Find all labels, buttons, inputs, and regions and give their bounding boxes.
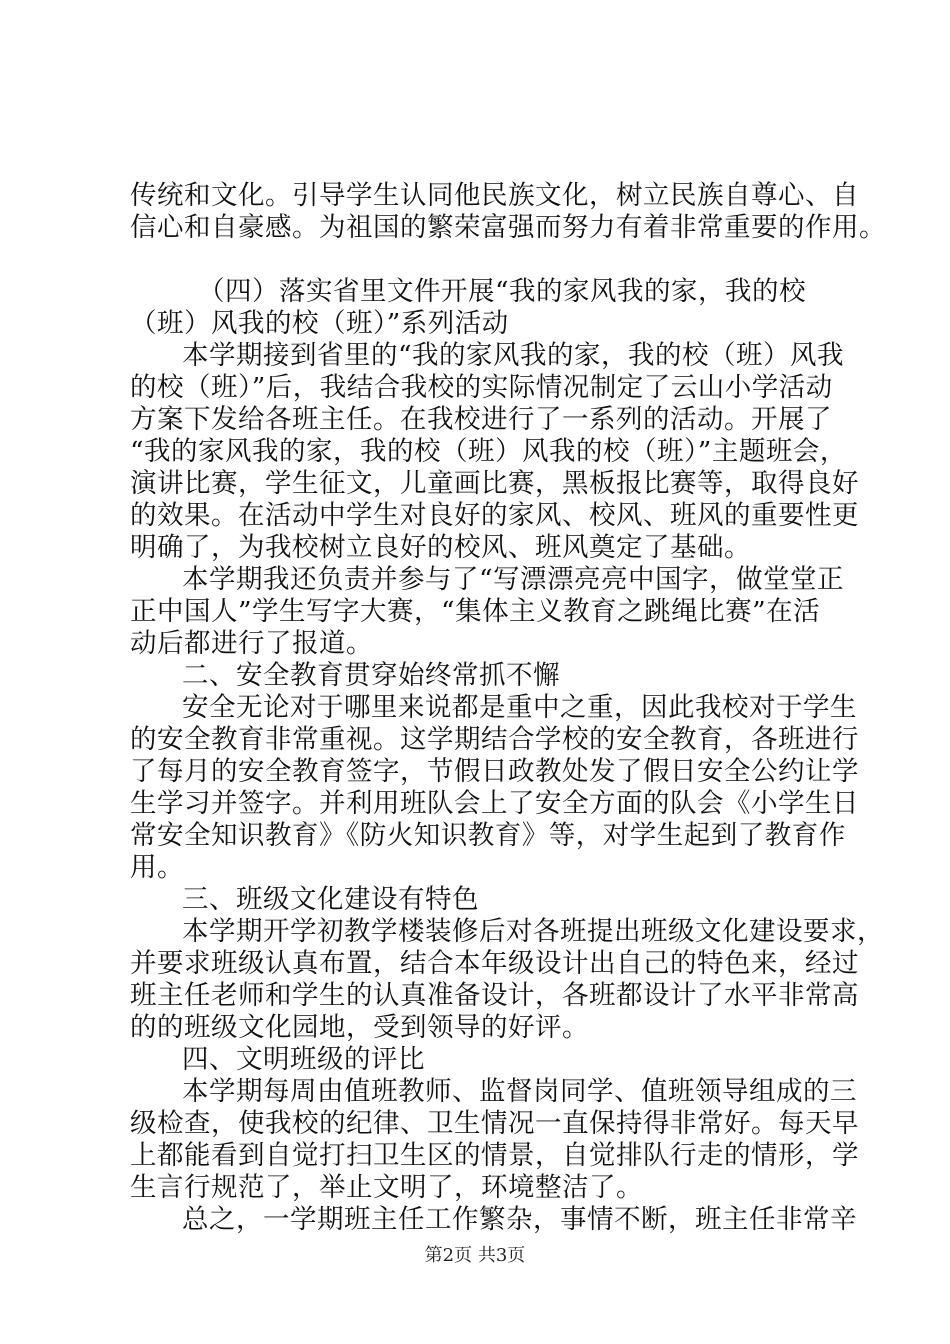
section-heading: （四）落实省里文件开展“我的家风我的家，我的校 <box>198 276 807 307</box>
paragraph-start: 本学期我还负责并参与了“写漂漂亮亮中国字，做堂堂正 <box>182 564 845 595</box>
section-heading: 四、文明班级的评比 <box>182 1044 425 1075</box>
text-line: 级检查，使我校的纪律、卫生情况一直保持得非常好。每天早 <box>130 1108 859 1139</box>
text-line: 生学习并签字。并利用班队会上了安全方面的队会《小学生日 <box>130 788 859 819</box>
text-line: 的校（班）”后，我结合我校的实际情况制定了云山小学活动 <box>130 372 833 403</box>
text-line: 班主任老师和学生的认真准备设计，各班都设计了水平非常高 <box>130 980 859 1011</box>
paragraph-start: 安全无论对于哪里来说都是重中之重，因此我校对于学生 <box>182 692 857 723</box>
text-line: 并要求班级认真布置，结合本年级设计出自己的特色来，经过 <box>130 948 859 979</box>
paragraph-start: 本学期开学初教学楼装修后对各班提出班级文化建设要求， <box>182 916 884 947</box>
text-line: 动后都进行了报道。 <box>130 628 373 659</box>
text-line: 生言行规范了，举止文明了，环境整洁了。 <box>130 1172 643 1203</box>
section-heading-continued: （班）风我的校（班）”系列活动 <box>130 308 509 339</box>
section-heading: 二、安全教育贯穿始终常抓不懈 <box>182 660 560 691</box>
text-line: 上都能看到自觉打扫卫生区的情景，自觉排队行走的情形，学 <box>130 1140 859 1171</box>
text-line: 演讲比赛，学生征文，儿童画比赛，黑板报比赛等，取得良好 <box>130 468 859 499</box>
text-line: 常安全知识教育》《防火知识教育》等，对学生起到了教育作 <box>130 820 846 851</box>
text-line: “我的家风我的家，我的校（班）风我的校（班）”主题班会， <box>130 436 847 467</box>
text-line: 的安全教育非常重视。这学期结合学校的安全教育，各班进行 <box>130 724 859 755</box>
paragraph-start: 本学期每周由值班教师、监督岗同学、值班领导组成的三 <box>182 1076 857 1107</box>
paragraph-start: 本学期接到省里的“我的家风我的家，我的校（班）风我 <box>182 340 845 371</box>
text-line: 的的班级文化园地，受到领导的好评。 <box>130 1012 589 1043</box>
text-line: 的效果。在活动中学生对良好的家风、校风、班风的重要性更 <box>130 500 859 531</box>
text-line: 信心和自豪感。为祖国的繁荣富强而努力有着非常重要的作用。 <box>130 212 886 243</box>
paragraph-start: 总之，一学期班主任工作繁杂，事情不断，班主任非常辛 <box>182 1204 857 1235</box>
text-line: 正中国人”学生写字大赛，“集体主义教育之跳绳比赛”在活 <box>130 596 821 627</box>
text-line: 方案下发给各班主任。在我校进行了一系列的活动。开展了 <box>130 404 832 435</box>
text-line: 传统和文化。引导学生认同他民族文化，树立民族自尊心、自 <box>130 180 859 211</box>
text-line: 明确了，为我校树立良好的校风、班风奠定了基础。 <box>130 532 751 563</box>
text-line: 了每月的安全教育签字，节假日政教处发了假日安全公约让学 <box>130 756 859 787</box>
page-number-footer: 第2页 共3页 <box>424 1245 526 1266</box>
section-heading: 三、班级文化建设有特色 <box>182 884 479 915</box>
text-line: 用。 <box>130 852 184 883</box>
